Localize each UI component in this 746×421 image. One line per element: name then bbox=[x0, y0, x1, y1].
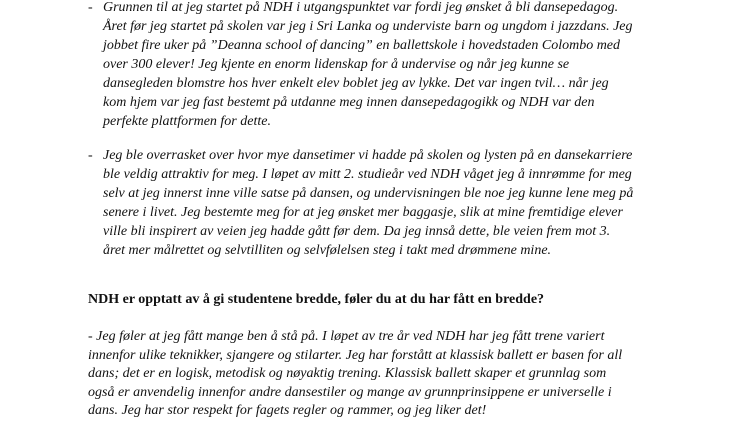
text-line: senere i livet. Jeg bestemte meg for at jeg ønsket mer baggasje, slik at mine fremtidige elever bbox=[103, 205, 623, 220]
answer-paragraph bbox=[88, 328, 678, 421]
text-line: Jeg ble overrasket over hvor mye dansetimer vi hadde på skolen og lysten på en dansekarriere bbox=[103, 148, 633, 163]
bullet-paragraph bbox=[103, 0, 678, 131]
text-line: innenfor ulike teknikker, sjangere og stilarter. Jeg har forstått at klassisk ballett er basen for all bbox=[88, 347, 623, 363]
text-line: - Jeg føler at jeg fått mange ben å stå på. I løpet av tre år ved NDH har jeg fått trene variert bbox=[88, 329, 605, 344]
text-line: kom hjem var jeg fast bestemt på utdanne meg innen dansepedagogikk og NDH var den bbox=[103, 95, 595, 110]
text-line: også er anvendelig innenfor andre dansestiler og mange av grunnprinsippene er universelle i bbox=[88, 384, 612, 400]
text-line: dansegleden blomstre hos hver enkelt elev boblet jeg av lykke. Det var ingen tvil… når jeg bbox=[103, 76, 609, 91]
question-heading: NDH er opptatt av å gi studentene bredde, føler du at du har fått en bredde? bbox=[88, 292, 545, 307]
text-line: Året før jeg startet på skolen var jeg i Sri Lanka og underviste barn og ungdom i jazzdans. Jeg bbox=[103, 19, 633, 34]
text-line: perfekte plattformen for dette. bbox=[103, 114, 271, 129]
text-line: Grunnen til at jeg startet på NDH i utgangspunktet var fordi jeg ønsket å bli dansepedagog. bbox=[103, 0, 619, 15]
text-line: ville bli inspirert av veien jeg hadde gått før dem. Da jeg innså dette, ble veien frem mot 3. bbox=[103, 224, 611, 239]
text-line: dans; det er en logisk, metodisk og nøyaktig trening. Klassisk ballett skaper et grunnlag som bbox=[88, 366, 607, 381]
text-line: jobbet fire uker på ”Deanna school of dancing” en ballettskole i hovedstaden Colombo med bbox=[103, 38, 621, 53]
text-line: ble veldig attraktiv for meg. I løpet av mitt 2. studieår ved NDH våget jeg å innrømme for meg bbox=[103, 167, 632, 182]
text-line: over 300 elever! Jeg kjente en enorm lidenskap for å undervise og når jeg kunne se bbox=[103, 57, 570, 72]
bullet-dash: - bbox=[88, 0, 93, 15]
text-line: selv at jeg innerst inne ville satse på dansen, og undervisningen ble noe jeg kunne lene meg på bbox=[103, 186, 634, 201]
bullet-dash: - bbox=[88, 148, 93, 163]
text-line: dans. Jeg har stor respekt for fagets regler og rammer, og jeg liker det! bbox=[88, 403, 487, 418]
text-line: året mer målrettet og selvtilliten og selvfølelsen steg i takt med drømmene mine. bbox=[103, 243, 552, 258]
bullet-paragraph bbox=[103, 146, 678, 260]
